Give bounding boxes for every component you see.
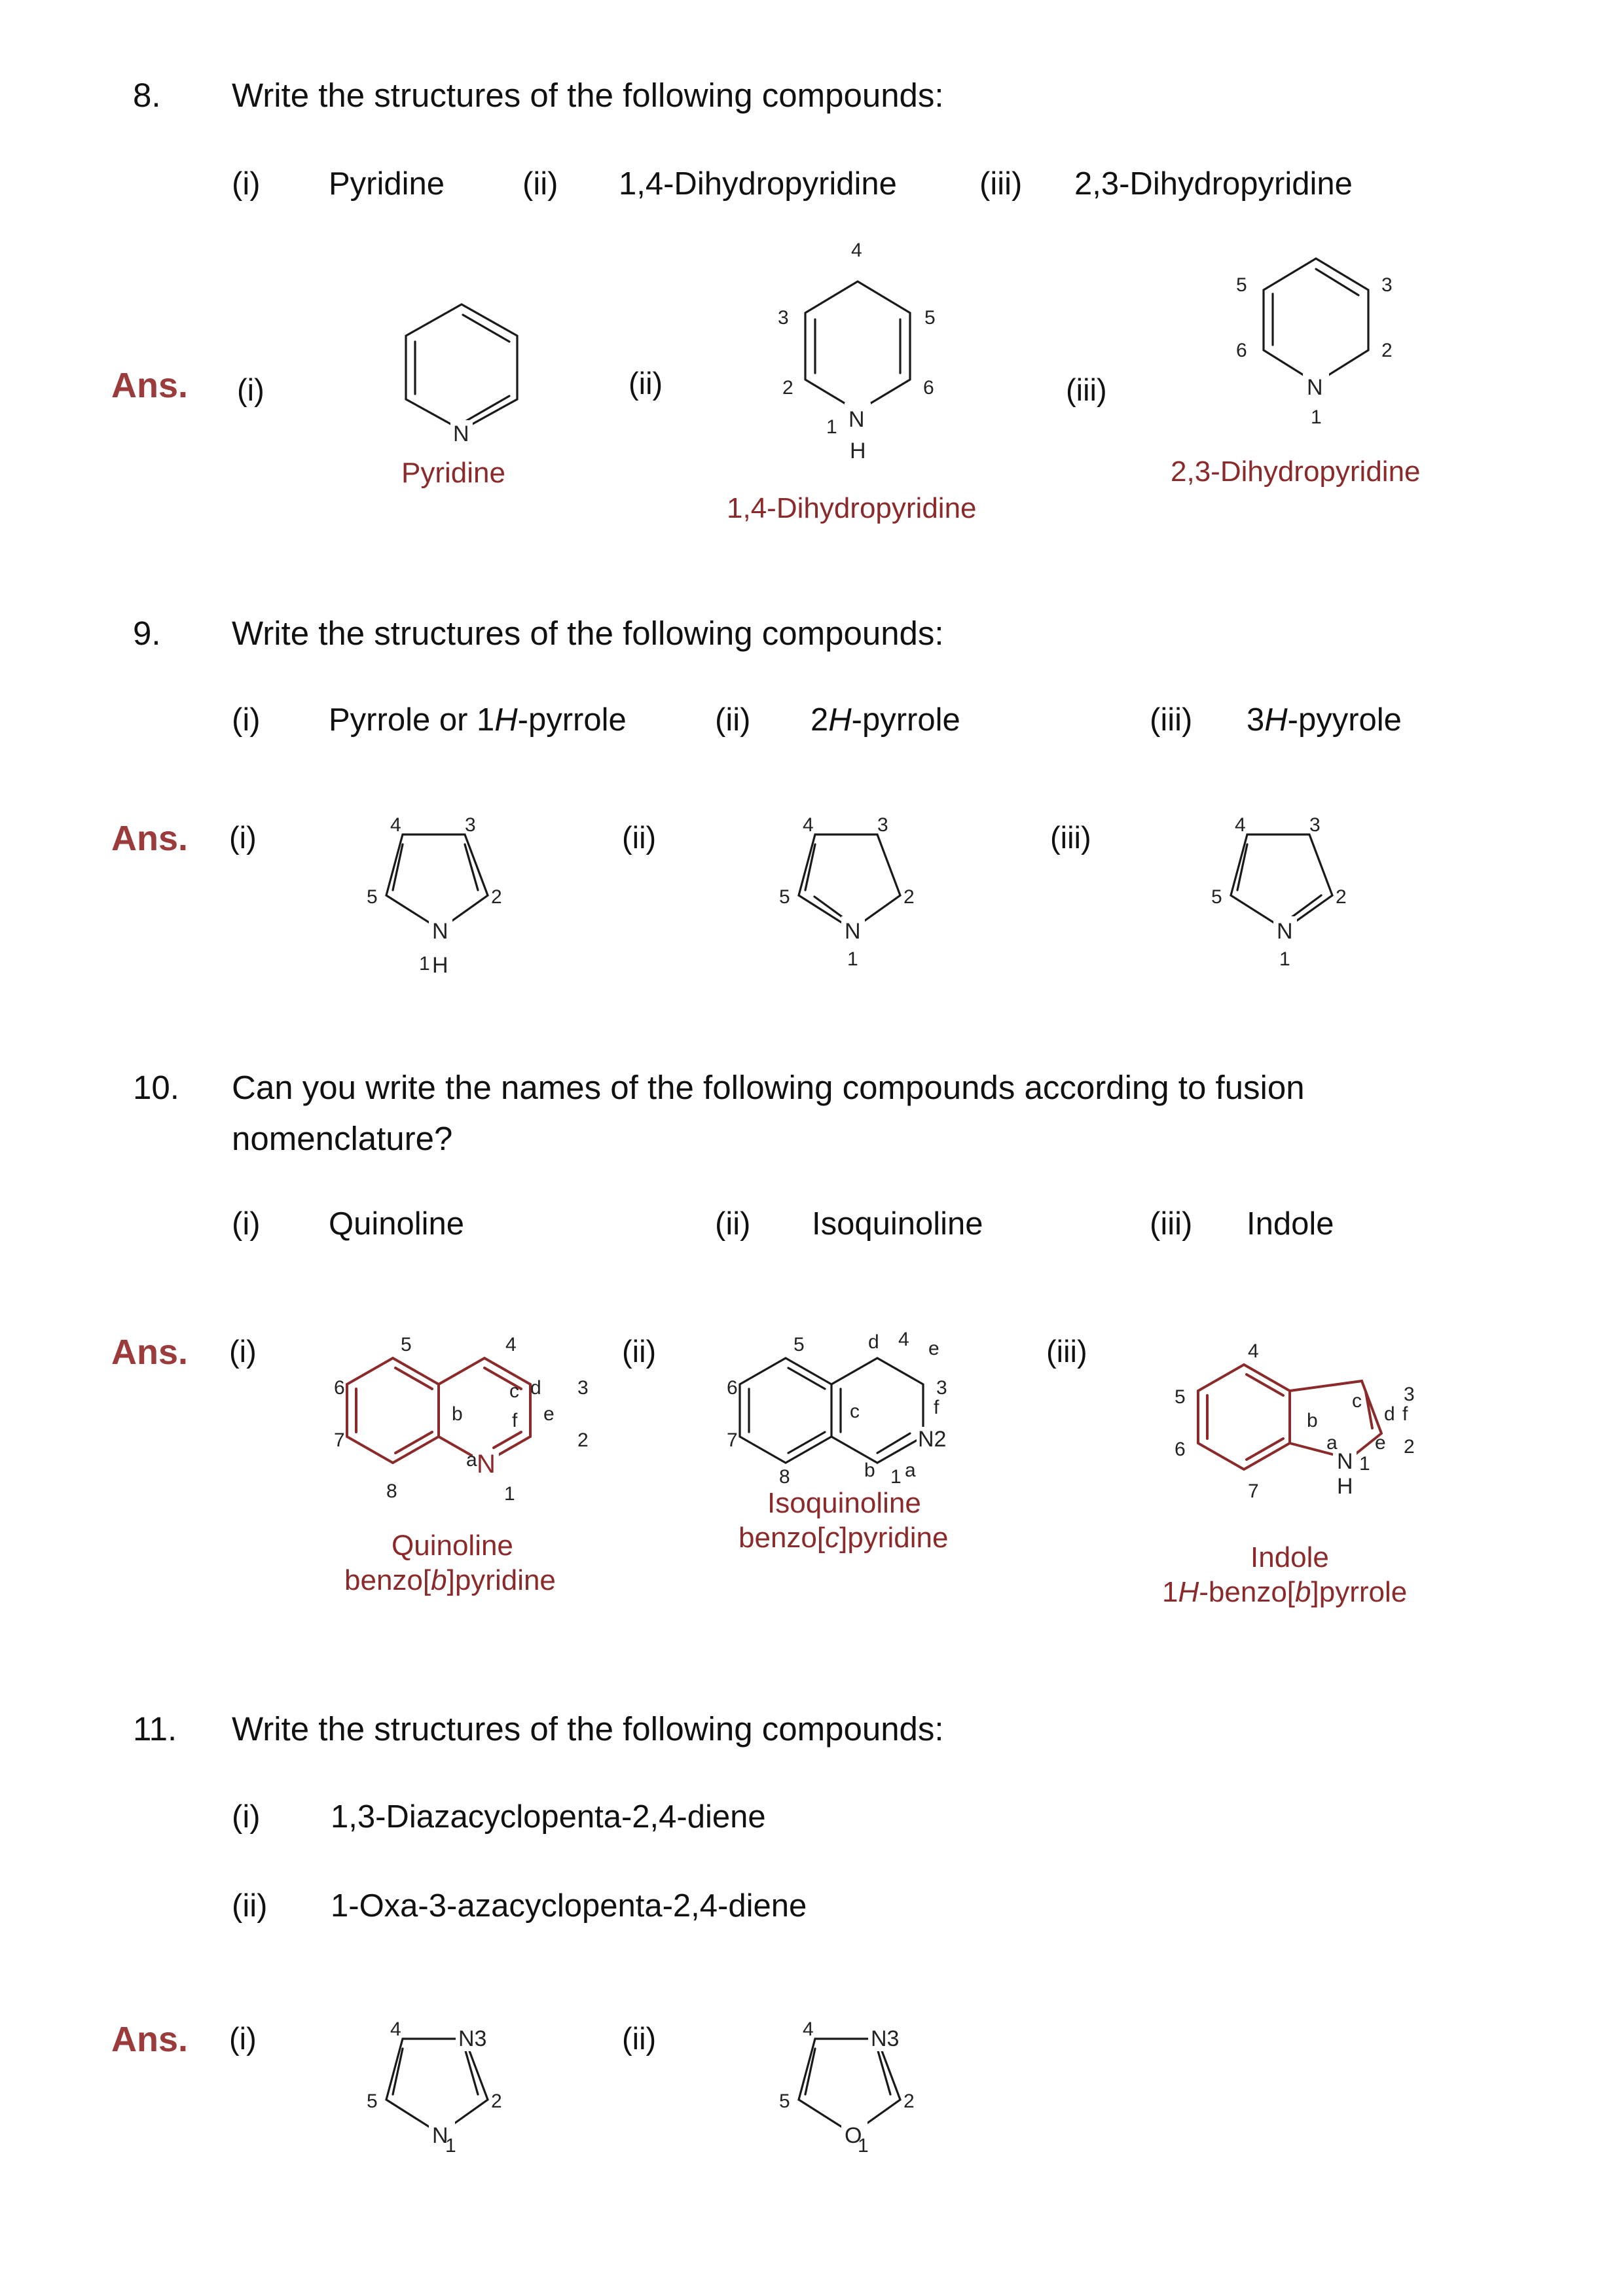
svg-text:5: 5	[793, 1334, 805, 1355]
svg-text:6: 6	[334, 1377, 345, 1399]
q9-item-i-name: Pyrrole or 1H-pyrrole	[329, 702, 627, 738]
q11-item-i-name: 1,3-Diazacyclopenta-2,4-diene	[331, 1799, 766, 1835]
pyrrole-1h-structure	[367, 814, 537, 1001]
svg-text:b: b	[864, 1460, 875, 1481]
oxazole-n3-atom: N3	[871, 2026, 900, 2051]
svg-text:8: 8	[779, 1466, 790, 1488]
q8-item-iii-label: (iii)	[979, 166, 1023, 202]
svg-text:1: 1	[858, 2135, 869, 2157]
q10-item-i-label: (i)	[232, 1206, 261, 1242]
q8-ans-i: (i)	[237, 372, 264, 407]
q11-item-i-label: (i)	[232, 1799, 261, 1835]
pyrrole-3h-structure	[1211, 814, 1381, 1001]
isoquinoline-n-atom: N2	[918, 1427, 947, 1452]
svg-text:2: 2	[782, 377, 793, 399]
svg-text:1: 1	[445, 2135, 456, 2157]
q10-answer-label: Ans.	[111, 1333, 189, 1372]
q9-ans-ii: (ii)	[622, 820, 657, 855]
pyrrole1h-n-atom: N	[432, 919, 448, 944]
quinoline-n-atom: N	[477, 1450, 496, 1479]
dihydropyridine-23-name: 2,3-Dihydropyridine	[1171, 456, 1421, 488]
q10-item-iii-name: Indole	[1247, 1206, 1334, 1242]
imidazole-n1-atom: N	[432, 2123, 448, 2148]
svg-text:4: 4	[851, 240, 862, 261]
svg-text:1: 1	[1359, 1453, 1370, 1475]
q11-question: Write the structures of the following compounds:	[232, 1710, 944, 1748]
q8-question: Write the structures of the following compounds:	[232, 77, 944, 114]
svg-text:5: 5	[1236, 274, 1247, 296]
pyridine-name: Pyridine	[401, 457, 505, 489]
svg-text:6: 6	[1236, 340, 1247, 361]
svg-text:5: 5	[1211, 886, 1222, 908]
pyridine-n-atom: N	[453, 422, 469, 446]
q11-ans-ii: (ii)	[622, 2021, 657, 2056]
svg-text:a: a	[905, 1460, 916, 1481]
svg-text:4: 4	[505, 1334, 517, 1355]
q9-number: 9.	[133, 615, 161, 652]
q9-item-iii-name: 3H-pyyrole	[1247, 702, 1402, 738]
indole-fusion-name: 1H-benzo[b]pyrrole	[1162, 1576, 1408, 1608]
q10-item-ii-name: Isoquinoline	[812, 1206, 983, 1242]
q10-item-i-name: Quinoline	[329, 1206, 465, 1242]
svg-text:e: e	[1375, 1432, 1386, 1454]
q9-question: Write the structures of the following compounds:	[232, 615, 944, 652]
dihydropyridine-14-name: 1,4-Dihydropyridine	[727, 492, 977, 524]
svg-text:2: 2	[1336, 886, 1347, 908]
svg-text:5: 5	[401, 1334, 412, 1355]
oxazole-o1-atom: O	[845, 2123, 862, 2148]
svg-text:3: 3	[1381, 274, 1393, 296]
svg-text:1: 1	[847, 948, 858, 970]
q10-ans-i: (i)	[229, 1334, 257, 1369]
q8-item-ii-label: (ii)	[522, 166, 558, 202]
svg-text:4: 4	[803, 2018, 814, 2040]
svg-text:8: 8	[386, 1480, 397, 1502]
quinoline-structure	[327, 1329, 602, 1525]
svg-text:1: 1	[826, 416, 837, 438]
dhp23-n-atom: N	[1307, 375, 1323, 400]
svg-text:1: 1	[1279, 948, 1290, 970]
svg-text:4: 4	[390, 2018, 401, 2040]
svg-text:5: 5	[1175, 1386, 1186, 1408]
q8-answer-label: Ans.	[111, 366, 189, 405]
imidazole-n3-atom: N3	[458, 2026, 487, 2051]
q10-ans-iii: (iii)	[1046, 1334, 1087, 1369]
q8-item-iii-name: 2,3-Dihydropyridine	[1074, 166, 1353, 202]
q8-item-ii-name: 1,4-Dihydropyridine	[619, 166, 897, 202]
svg-text:7: 7	[1248, 1480, 1259, 1502]
svg-text:2: 2	[491, 886, 502, 908]
q8-ans-ii: (ii)	[629, 366, 663, 401]
svg-text:5: 5	[779, 886, 790, 908]
q10-ans-ii: (ii)	[622, 1334, 657, 1369]
q10-item-ii-label: (ii)	[715, 1206, 751, 1242]
svg-text:3: 3	[465, 814, 476, 836]
svg-text:4: 4	[803, 814, 814, 836]
svg-text:c: c	[1352, 1390, 1362, 1412]
q8-number: 8.	[133, 77, 161, 114]
svg-text:f: f	[934, 1397, 939, 1418]
svg-text:3: 3	[1404, 1384, 1415, 1405]
svg-text:6: 6	[923, 377, 934, 399]
q9-ans-iii: (iii)	[1050, 820, 1091, 855]
q8-item-i-name: Pyridine	[329, 166, 445, 202]
indole-n-atom: N	[1337, 1449, 1353, 1474]
svg-text:6: 6	[1175, 1439, 1186, 1460]
indole-h-atom: H	[1337, 1474, 1353, 1499]
svg-text:d: d	[530, 1377, 541, 1399]
pyrrole1h-h-atom: H	[432, 953, 448, 978]
svg-text:c: c	[509, 1380, 519, 1402]
q8-ans-iii: (iii)	[1066, 372, 1107, 407]
svg-text:2: 2	[1404, 1436, 1415, 1458]
svg-text:5: 5	[367, 2090, 378, 2112]
svg-text:3: 3	[877, 814, 888, 836]
svg-text:3: 3	[936, 1377, 947, 1399]
svg-text:5: 5	[924, 307, 936, 329]
quinoline-fusion-name: benzo[b]pyridine	[344, 1564, 556, 1596]
svg-text:1: 1	[1311, 406, 1322, 428]
quinoline-name: Quinoline	[392, 1530, 513, 1562]
q10-question-line2: nomenclature?	[232, 1120, 453, 1157]
svg-text:e: e	[928, 1338, 939, 1359]
q11-ans-i: (i)	[229, 2021, 257, 2056]
dihydropyridine-14-structure	[753, 242, 962, 478]
svg-text:3: 3	[778, 307, 789, 329]
q10-item-iii-label: (iii)	[1150, 1206, 1193, 1242]
svg-text:f: f	[512, 1410, 518, 1431]
pyrrole-2h-structure	[779, 814, 949, 1001]
svg-text:5: 5	[779, 2090, 790, 2112]
q9-item-ii-label: (ii)	[715, 702, 751, 738]
svg-text:3: 3	[577, 1377, 589, 1399]
svg-text:2: 2	[491, 2090, 502, 2112]
q9-answer-label: Ans.	[111, 819, 189, 858]
svg-text:2: 2	[577, 1429, 589, 1451]
svg-text:4: 4	[1248, 1340, 1259, 1362]
isoquinoline-name: Isoquinoline	[767, 1487, 921, 1519]
indole-name: Indole	[1250, 1541, 1329, 1573]
svg-text:2: 2	[1381, 340, 1393, 361]
q10-question-line1: Can you write the names of the following compounds according to fusion	[232, 1069, 1305, 1106]
q8-item-i-label: (i)	[232, 166, 261, 202]
imidazole-structure	[367, 2018, 550, 2186]
oxazole-structure	[779, 2018, 962, 2186]
svg-text:5: 5	[367, 886, 378, 908]
svg-text:7: 7	[334, 1429, 345, 1451]
q11-item-ii-name: 1-Oxa-3-azacyclopenta-2,4-diene	[331, 1888, 807, 1924]
pyrrole2h-n-atom: N	[845, 919, 861, 944]
q10-number: 10.	[133, 1069, 179, 1106]
svg-text:1: 1	[419, 953, 430, 975]
q9-item-i-label: (i)	[232, 702, 261, 738]
pyrrole3h-n-atom: N	[1277, 919, 1293, 944]
svg-text:6: 6	[727, 1377, 738, 1399]
svg-text:f: f	[1402, 1403, 1408, 1425]
svg-text:d: d	[1384, 1403, 1395, 1425]
svg-text:4: 4	[1235, 814, 1246, 836]
svg-text:4: 4	[898, 1329, 909, 1350]
svg-text:3: 3	[1309, 814, 1321, 836]
q11-item-ii-label: (ii)	[232, 1888, 268, 1924]
svg-text:4: 4	[390, 814, 401, 836]
indole-structure	[1165, 1335, 1467, 1532]
svg-text:7: 7	[727, 1429, 738, 1451]
pyridine-structure	[386, 295, 537, 452]
q11-number: 11.	[133, 1710, 177, 1748]
svg-text:a: a	[466, 1449, 477, 1471]
svg-text:d: d	[868, 1331, 879, 1353]
q9-ans-i: (i)	[229, 820, 257, 855]
dhp14-n-atom: N	[848, 407, 865, 432]
svg-text:2: 2	[903, 2090, 915, 2112]
svg-text:2: 2	[903, 886, 915, 908]
dhp14-h-atom: H	[850, 439, 866, 463]
svg-text:1: 1	[890, 1466, 902, 1488]
isoquinoline-fusion-name: benzo[c]pyridine	[739, 1522, 949, 1554]
q9-item-iii-label: (iii)	[1150, 702, 1193, 738]
svg-text:c: c	[850, 1401, 860, 1422]
svg-text:e: e	[543, 1403, 555, 1425]
q9-item-ii-name: 2H-pyrrole	[811, 702, 960, 738]
svg-text:a: a	[1326, 1432, 1338, 1454]
svg-text:b: b	[452, 1403, 463, 1425]
q11-answer-label: Ans.	[111, 2020, 189, 2059]
svg-text:1: 1	[504, 1483, 515, 1505]
dihydropyridine-23-structure	[1218, 245, 1414, 455]
svg-text:b: b	[1307, 1410, 1318, 1431]
